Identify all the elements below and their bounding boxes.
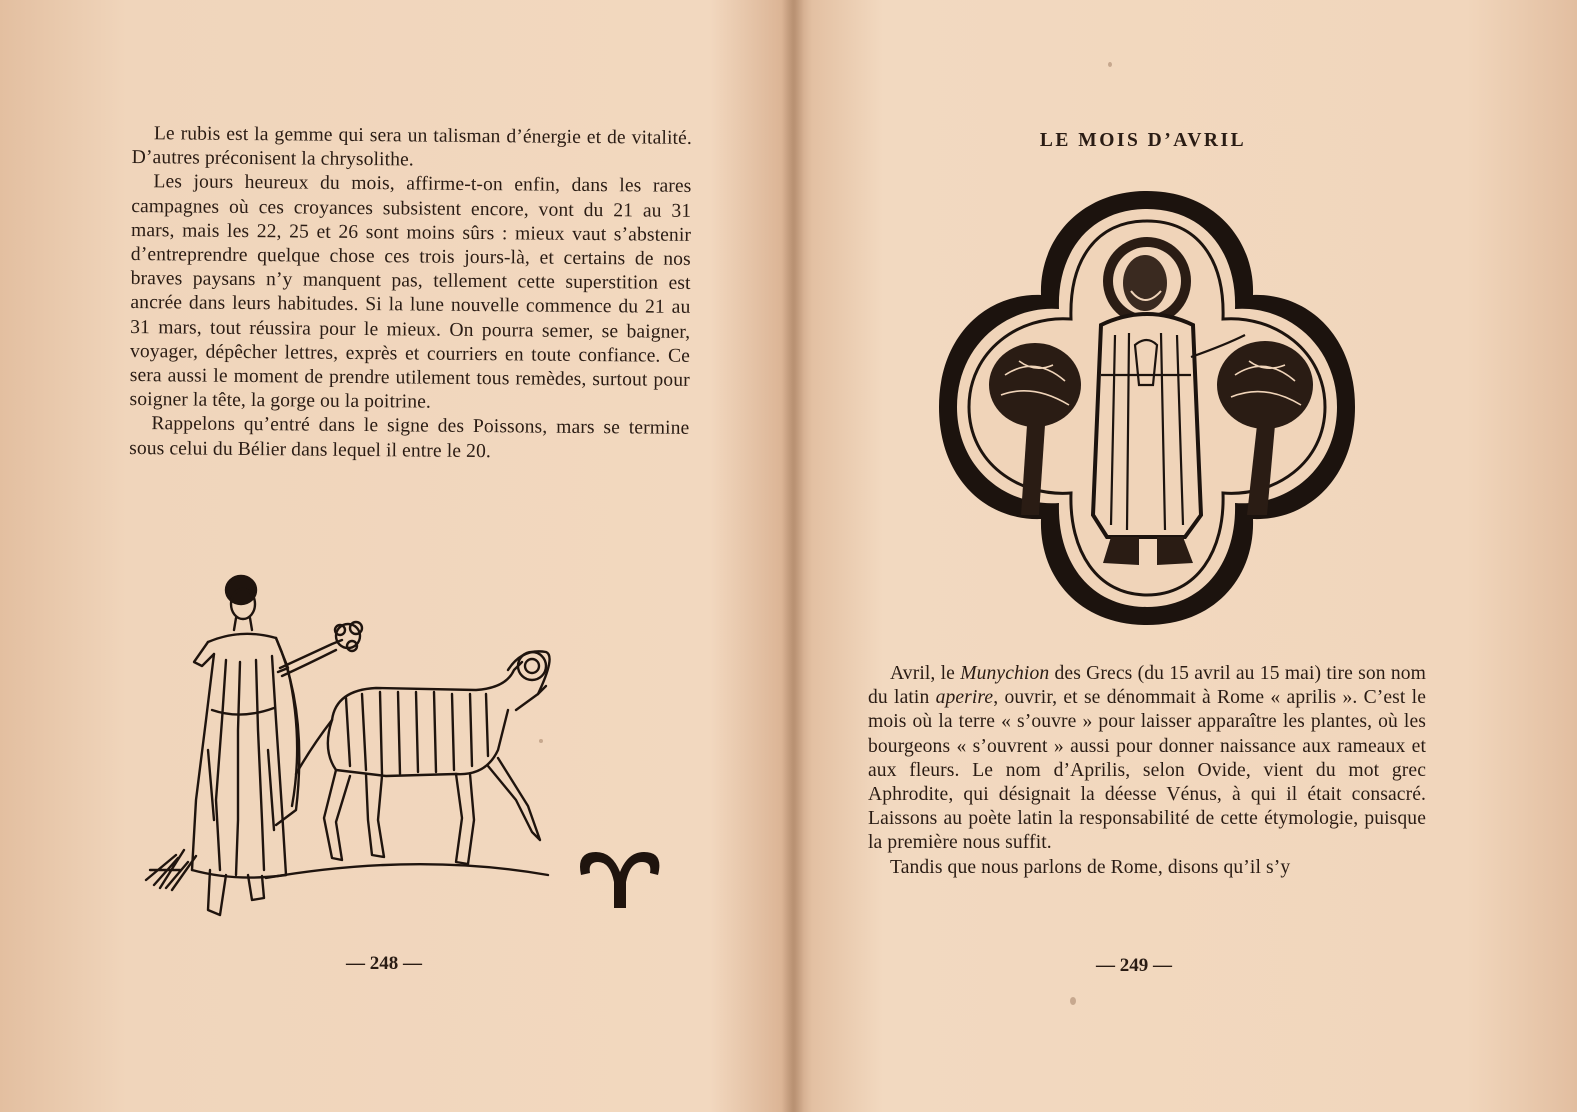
italic-term-aperire: aperire <box>935 687 994 709</box>
text-run: Avril, le <box>890 663 961 684</box>
paper-spot <box>1070 997 1076 1005</box>
aries-illustration <box>136 570 666 930</box>
paper-spot <box>1108 62 1112 67</box>
paragraph-signe-poissons: Rappelons qu’entré dans le signe des Poissons, mars se termine sous celui du Bélier dans lequel il entre le 20. <box>129 413 690 462</box>
aries-symbol-icon <box>580 852 659 908</box>
page-number-249: — 249 — <box>1096 955 1172 976</box>
text-run: des Grecs (du 15 avril au 15 mai) tire son nom du latin <box>868 663 1426 709</box>
paragraph-jours-heureux: Les jours heureux du mois, affirme-t-on enfin, dans les rares campagnes où ces croyances subsistent encore, vont du 21 au 31 mars, mais les 22, 25 et 26 sont moins sûrs : mieux vaut s’abstenir d’entreprendre quelque chose ces trois jours-là, et certains de nos braves paysans n’y manquent pas, tellement cette superstition est ancrée dans leurs habitudes. Si la lune nouvelle commence du 21 au 31 mars, tout réussira pour le mieux. On pourra semer, se baigner, voyager, dépêcher lettres, exprès et courriers en toute confiance. Ce sera aussi le moment de prendre utilement tous remèdes, surtout pour soigner la tête, la gorge ou la poitrine. <box>129 171 692 413</box>
page-number-248: — 248 — <box>346 953 422 974</box>
text-run: , ouvrir, et se dénommait à Rome « aprilis ». C’est le mois où la terre « s’ouvre » pour laisser apparaître les plantes, où les bourgeons « s’ouvrent » aussi pour donner naissance aux rameaux et aux fleurs. Le nom d’Aprilis, selon Ovide, vient du mot grec Aphrodite, qui désignait la déesse Vénus, à qui il était consacré. Laissons au poète latin la responsabilité de cette étymologie, puisque la première nous suffit. <box>868 687 1426 854</box>
italic-term-munychion: Munychion <box>960 663 1050 684</box>
quatrefoil-saint-illustration <box>935 185 1360 630</box>
right-page-text <box>868 662 1426 880</box>
chapter-title: LE MOIS D’AVRIL <box>1039 130 1247 151</box>
left-page-text <box>129 122 692 466</box>
paragraph-gemme: Le rubis est la gemme qui sera un talisman d’énergie et de vitalité. D’autres préconisent la chrysolithe. <box>131 123 692 171</box>
paragraph-avril-etymologie <box>868 662 1426 856</box>
paragraph-rome: Tandis que nous parlons de Rome, disons qu’il s’y <box>890 856 1291 878</box>
paper-spot <box>539 739 543 743</box>
